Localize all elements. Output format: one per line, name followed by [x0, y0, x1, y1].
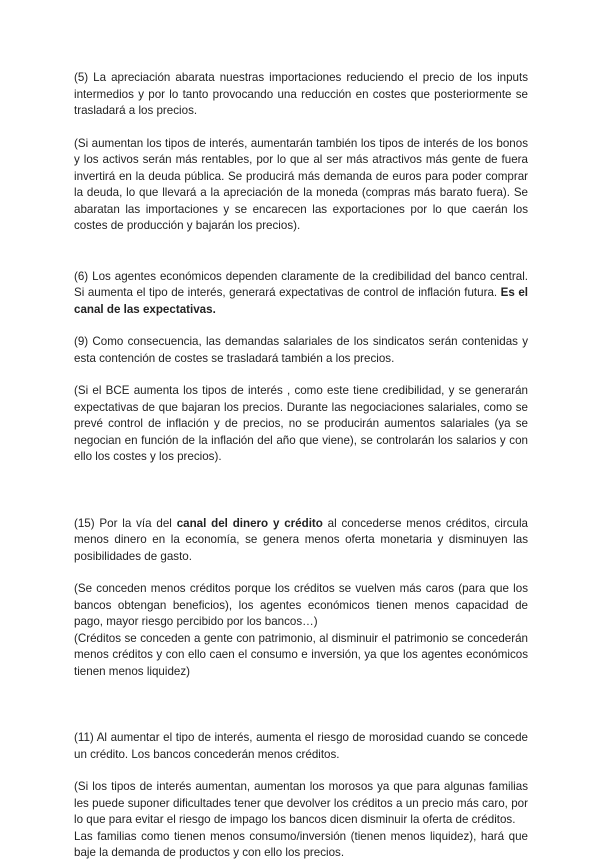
paragraph-15-post: al concederse menos créditos, circula menos dinero en la economía, se genera menos oferta monetaria y disminuyen las posibilidades de gasto. [74, 516, 528, 563]
paragraph-15-pre: (15) Por la vía del [74, 516, 177, 530]
paragraph-5: (5) La apreciación abarata nuestras importaciones reduciendo el precio de los inputs intermedios y por lo tanto provocando una reducción en costes que posteriormente se trasladará a los precios. [74, 71, 528, 117]
paragraph-15 [74, 516, 528, 566]
paragraph-9: (9) Como consecuencia, las demandas salariales de los sindicatos serán contenidas y esta contención de costes se trasladará también a los precios. [74, 335, 528, 365]
paragraph-11: (11) Al aumentar el tipo de interés, aumenta el riesgo de morosidad cuando se concede un crédito. Los bancos concederán menos créditos. [74, 731, 528, 761]
paragraph-9-explanation: (Si el BCE aumenta los tipos de interés , como este tiene credibilidad, y se generarán expectativas de que bajaran los precios. Durante las negociaciones salariales, como se prevé control de inflación y de precios, no se producirán aumentos salariales (ya se negocian en función de la inflación del año que viene), se controlarán los salarios y con ello los costes y los precios). [74, 384, 528, 463]
paragraph-15-explanation-2: (Créditos se conceden a gente con patrimonio, al disminuir el patrimonio se concederán menos créditos y con ello caen el consumo e inversión, ya que los agentes económicos tienen menos liquidez) [74, 631, 528, 678]
paragraph-6-text: (6) Los agentes económicos dependen claramente de la credibilidad del banco central. Si aumenta el tipo de interés, generará expectativas de control de inflación futura. [74, 269, 528, 299]
paragraph-11-conclusion: Las familias como tienen menos consumo/inversión (tienen menos liquidez), hará que baje la demanda de productos y con ello los precios. [74, 829, 528, 859]
paragraph-15-explanation-1: (Se conceden menos créditos porque los créditos se vuelven más caros (para que los bancos obtengan beneficios), los agentes económicos tienen menos capacidad de pago, mayor riesgo percibido por los bancos…) [74, 582, 528, 628]
paragraph-5-explanation: (Si aumentan los tipos de interés, aumentarán también los tipos de interés de los bonos y los activos serán más rentables, por lo que al ser más atractivos más gente de fuera invertirá en la deuda pública. Se producirá más demanda de euros para poder comprar la deuda, lo que llevará a la apreciación de la moneda (compras más barato fuera). Se abaratan las importaciones y se encarecen las exportaciones por lo que caerán los costes de producción y bajarán los precios). [74, 136, 528, 232]
paragraph-11-explanation: (Si los tipos de interés aumentan, aumentan los morosos ya que para algunas familias les puede suponer dificultades tener que devolver los créditos a un precio más caro, por lo que para evitar el riesgo de impago los bancos dicen disminuir la oferta de créditos. [74, 780, 528, 826]
paragraph-6 [74, 269, 528, 319]
channel-money-credit-bold: canal del dinero y crédito [176, 516, 323, 530]
channel-expectations-bold: Es el canal de las expectativas. [74, 286, 529, 316]
